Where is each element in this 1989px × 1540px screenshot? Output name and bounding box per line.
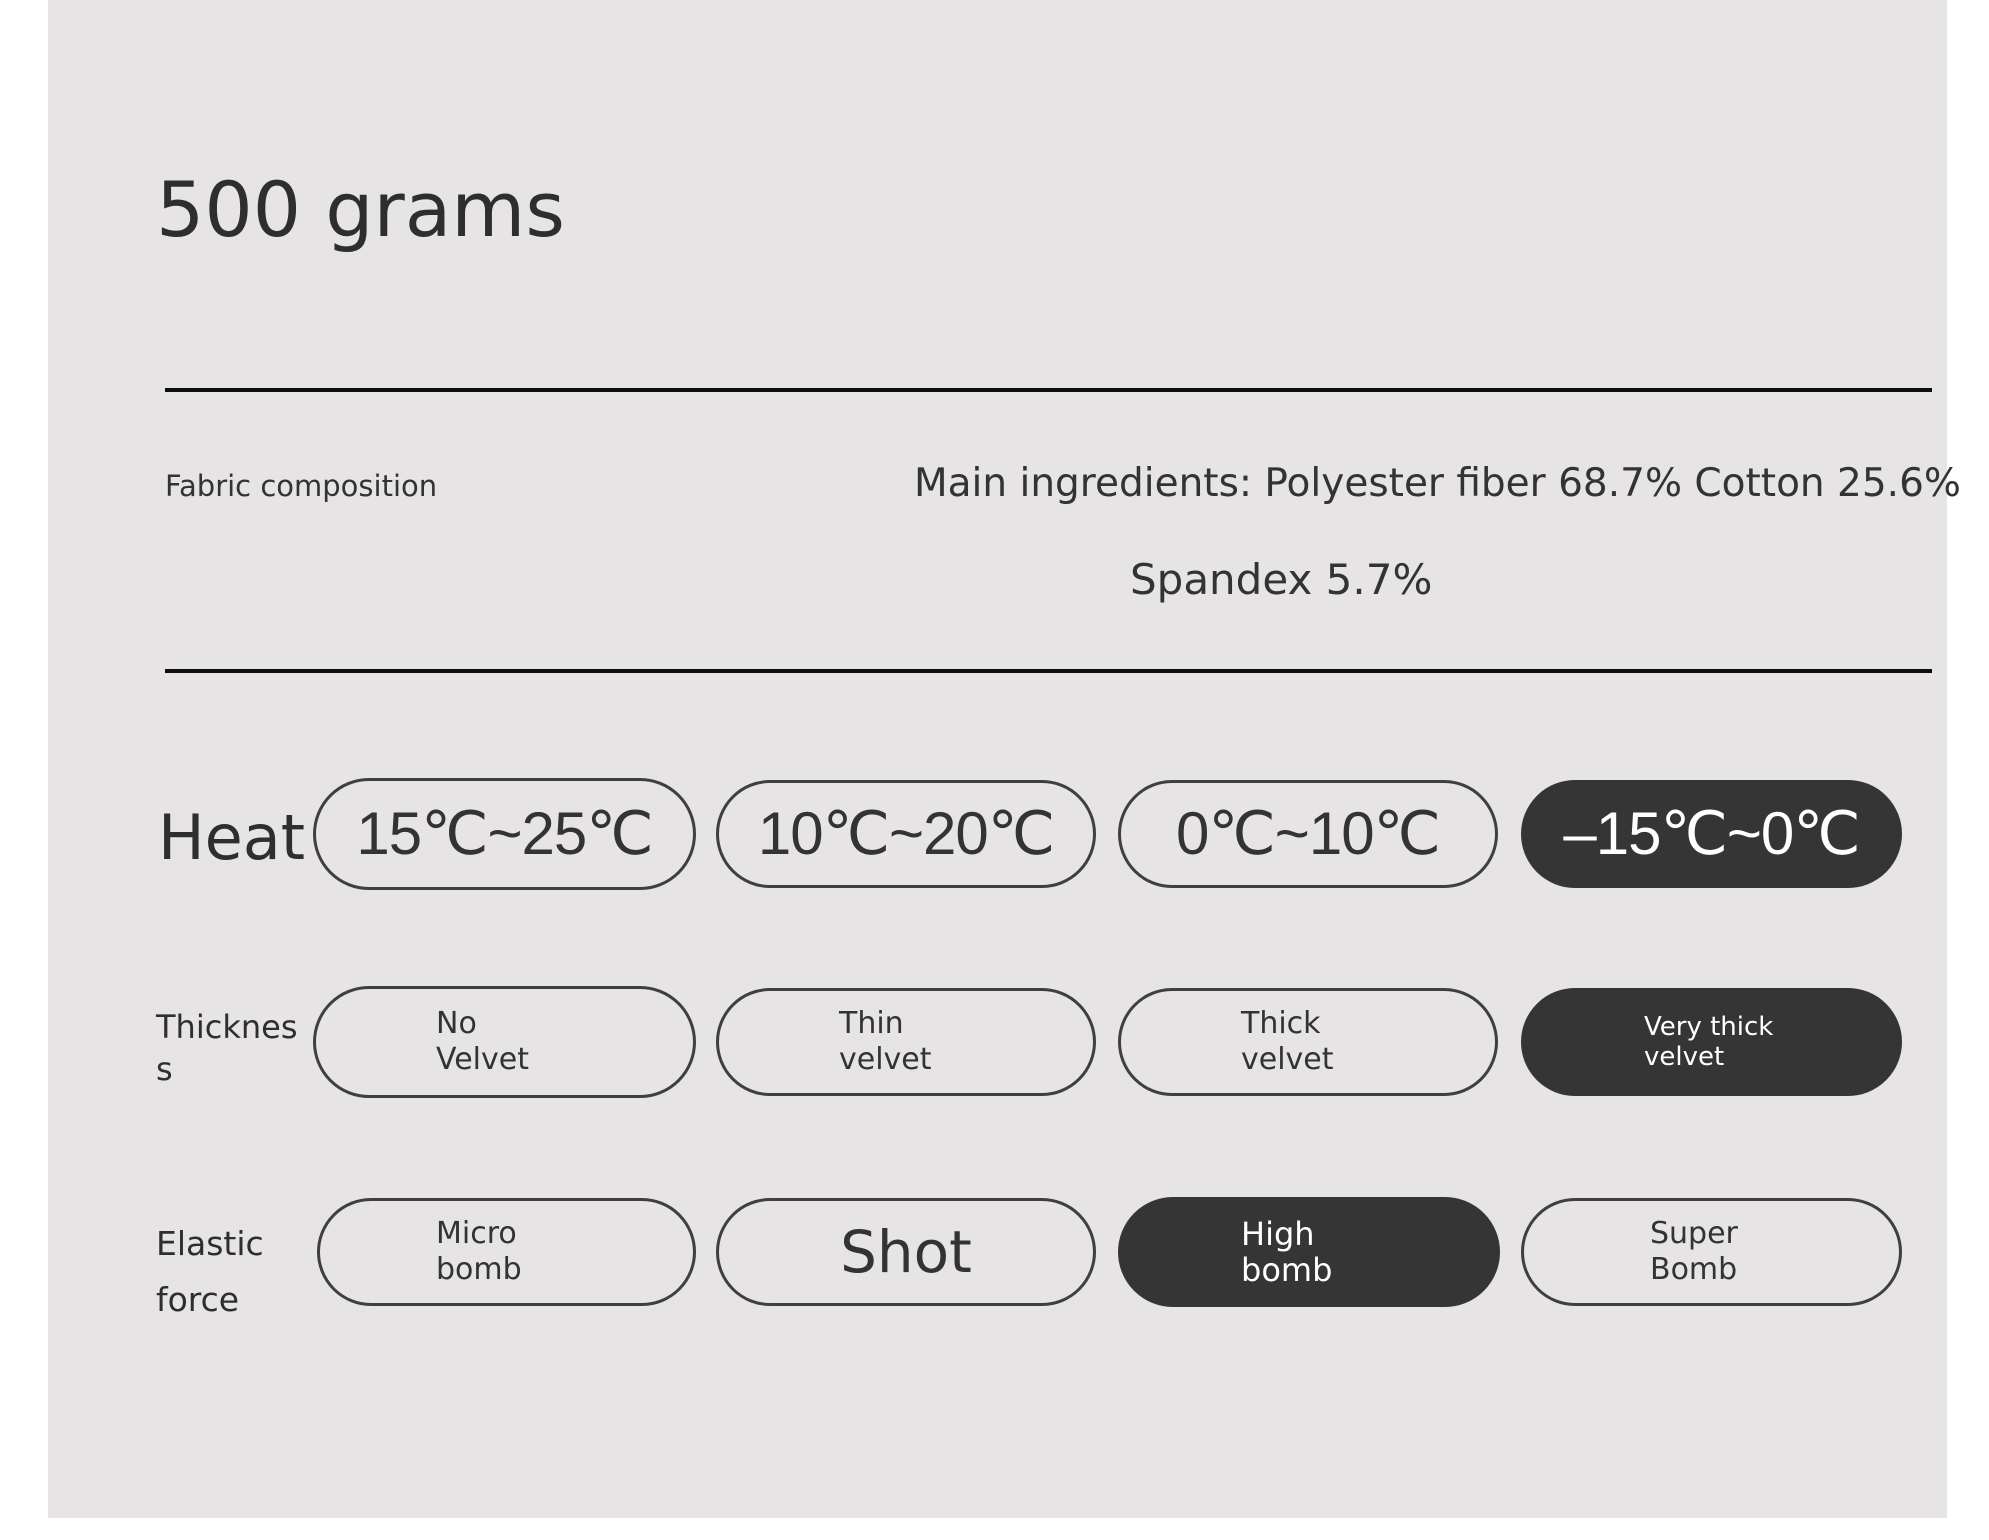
elastic-option-high-bomb[interactable] — [1118, 1197, 1500, 1307]
elastic-option-super-bomb[interactable] — [1521, 1198, 1902, 1306]
spec-card — [48, 0, 1961, 1518]
heat-label: Heat — [158, 801, 306, 874]
elastic-option-micro-bomb[interactable] — [317, 1198, 696, 1306]
composition-line-2: Spandex 5.7% — [1130, 555, 1433, 604]
thickness-option-very-thick-velvet[interactable] — [1521, 988, 1902, 1096]
fabric-composition-label: Fabric composition — [165, 469, 438, 503]
thickness-option-label: No Velvet — [436, 1006, 529, 1077]
heat-option-label: 15℃~25℃ — [356, 800, 653, 867]
elastic-option-shot[interactable] — [716, 1198, 1096, 1306]
thickness-option-label: Very thick velvet — [1644, 1012, 1774, 1072]
composition-line-1: Main ingredients: Polyester fiber 68.7% Cotton 25.6% — [914, 461, 1961, 506]
heat-option-3[interactable] — [1118, 780, 1498, 888]
weight-title: 500 grams — [156, 165, 565, 254]
thickness-option-label: Thick velvet — [1241, 1006, 1334, 1077]
divider-top — [165, 388, 1932, 392]
heat-option-label: –15℃~0℃ — [1563, 800, 1860, 867]
heat-option-label: 10℃~20℃ — [757, 800, 1055, 867]
elastic-option-label: High bomb — [1241, 1215, 1333, 1289]
elastic-option-label: Super Bomb — [1650, 1216, 1738, 1287]
heat-option-1[interactable] — [313, 778, 696, 890]
elastic-force-label: Elastic force — [156, 1224, 264, 1319]
heat-option-4[interactable] — [1521, 780, 1902, 888]
elastic-option-label: Micro bomb — [436, 1216, 522, 1287]
thickness-option-label: Thin velvet — [839, 1006, 932, 1077]
heat-option-2[interactable] — [716, 780, 1096, 888]
thickness-option-no-velvet[interactable] — [313, 986, 696, 1098]
thickness-option-thick-velvet[interactable] — [1118, 988, 1498, 1096]
thickness-option-thin-velvet[interactable] — [716, 988, 1096, 1096]
elastic-option-label: Shot — [840, 1218, 972, 1286]
heat-option-label: 0℃~10℃ — [1176, 800, 1440, 867]
divider-bottom — [165, 669, 1932, 673]
thickness-label: Thicknes s — [156, 1008, 298, 1088]
